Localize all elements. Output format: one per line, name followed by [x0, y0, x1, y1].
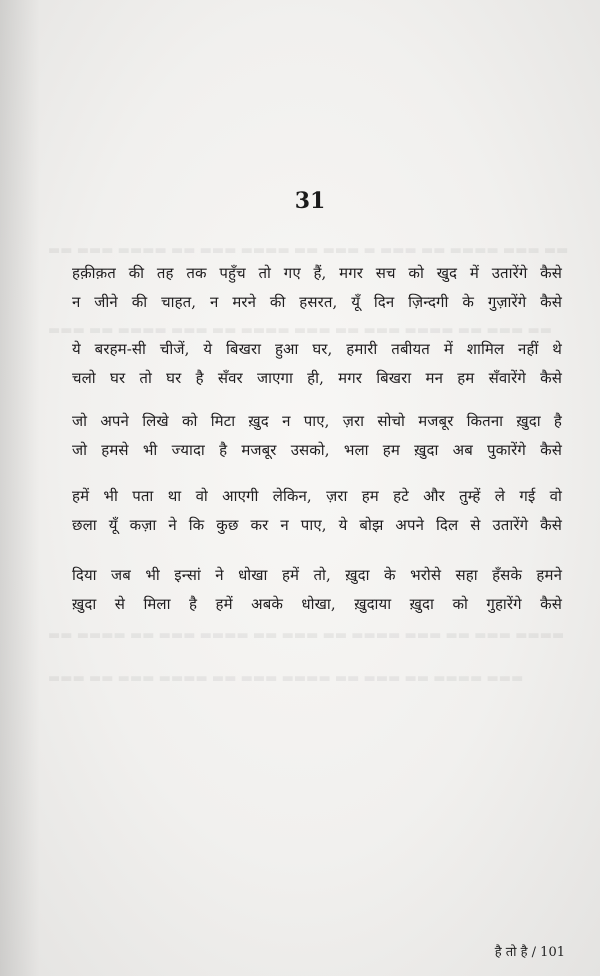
poem-line: ख़ुदा से मिला है हमें अबके धोखा, ख़ुदाया ख़ुदा को गुहारेंगे कैसे: [72, 595, 562, 613]
poem-line: हमें भी पता था वो आएगी लेकिन, ज़रा हम हटे और तुम्हें ले गई वो: [72, 487, 562, 505]
bleed-through-texture: ▬▬ ▬▬▬▬ ▬▬ ▬▬▬ ▬▬▬▬ ▬▬ ▬▬▬ ▬▬ ▬▬▬▬ ▬▬▬ ▬▬ ▬▬▬ ▬▬▬▬: [48, 628, 565, 643]
bleed-through-texture: ▬▬▬ ▬▬ ▬▬▬ ▬▬▬▬ ▬▬ ▬▬▬ ▬▬▬▬ ▬▬ ▬▬▬ ▬▬ ▬▬▬▬ ▬▬▬: [48, 671, 524, 686]
bleed-through-texture: ▬▬▬ ▬▬ ▬▬▬▬ ▬▬▬ ▬▬ ▬▬▬▬ ▬▬▬ ▬▬ ▬▬▬ ▬▬▬▬ ▬▬ ▬▬▬ ▬▬: [48, 323, 553, 338]
poem-line: दिया जब भी इन्सां ने धोखा हमें तो, ख़ुदा के भरोसे सहा हँसके हमने: [72, 566, 562, 584]
bleed-through-texture: ▬▬ ▬▬▬ ▬▬▬▬ ▬▬ ▬▬▬ ▬▬▬▬ ▬▬ ▬▬▬ ▬ ▬▬▬ ▬▬ ▬▬▬▬ ▬▬▬ ▬▬: [48, 243, 568, 258]
stanza-3: [72, 407, 562, 465]
stanza-5: [72, 561, 562, 619]
stanza-4: [72, 482, 562, 540]
poem-line: जो हमसे भी ज्यादा है मजबूर उसको, भला हम ख़ुदा अब पुकारेंगे कैसे: [72, 441, 562, 459]
poem-line: जो अपने लिखे को मिटा ख़ुद न पाए, ज़रा सोचो मजबूर कितना ख़ुदा है: [72, 412, 562, 430]
poem-line: ये बरहम-सी चीजें, ये बिखरा हुआ घर, हमारी तबीयत में शामिल नहीं थे: [72, 340, 562, 358]
poem-line: हक़ीक़त की तह तक पहुँच तो गए हैं, मगर सच को खुद में उतारेंगे कैसे: [72, 264, 562, 282]
spine-shadow: [0, 0, 40, 976]
poem-line: न जीने की चाहत, न मरने की हसरत, यूँ दिन ज़िन्दगी के गुज़ारेंगे कैसे: [72, 293, 562, 311]
poem-number: 31: [294, 188, 326, 214]
page-footer: है तो है / 101: [494, 945, 565, 960]
poem-line: चलो घर तो घर है सँवर जाएगा ही, मगर बिखरा मन हम सँवारेंगे कैसे: [72, 369, 562, 387]
stanza-2: [72, 335, 562, 393]
stanza-1: [72, 259, 562, 317]
poem-line: छला यूँ कज़ा ने कि कुछ कर न पाए, ये बोझ अपने दिल से उतारेंगे कैसे: [72, 516, 562, 534]
